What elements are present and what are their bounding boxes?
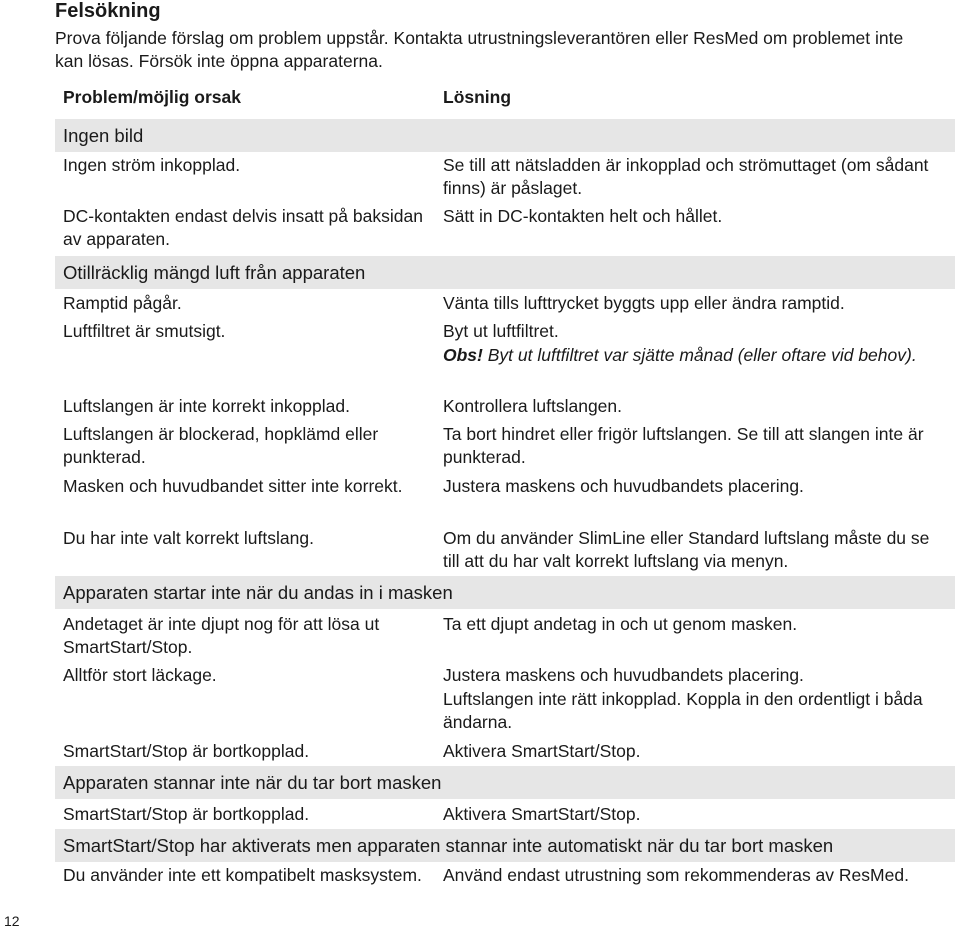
column-header-cause: Problem/möjlig orsak (63, 87, 241, 107)
page-number: 12 (4, 913, 20, 929)
solution-cell: Kontrollera luftslangen. (443, 396, 622, 416)
cause-cell: Alltför stort läckage. (63, 665, 217, 685)
solution-cell: Sätt in DC-kontakten helt och hållet. (443, 206, 723, 226)
column-header-solution: Lösning (443, 87, 512, 107)
section-title: Otillräcklig mängd luft från apparaten (63, 262, 366, 283)
solution-cell: Aktivera SmartStart/Stop. (443, 804, 641, 824)
note-label: Obs! (443, 345, 483, 365)
cause-cell: Luftslangen är blockerad, hopklämd eller punkterad. (63, 424, 379, 467)
section-title: Apparaten startar inte när du andas in i masken (63, 582, 453, 603)
cause-cell: Masken och huvudbandet sitter inte korrekt. (63, 476, 403, 496)
note (443, 344, 943, 367)
cause-cell: Luftslangen är inte korrekt inkopplad. (63, 396, 350, 416)
cause-cell: SmartStart/Stop är bortkopplad. (63, 741, 310, 761)
section-title: SmartStart/Stop har aktiverats men apparaten stannar inte automatiskt när du tar bort masken (63, 835, 834, 856)
cause-cell: DC-kontakten endast delvis insatt på baksidan av apparaten. (63, 206, 423, 249)
solution-cell: Justera maskens och huvudbandets placering. (443, 476, 804, 496)
cause-cell: SmartStart/Stop är bortkopplad. (63, 804, 310, 824)
cause-cell: Du använder inte ett kompatibelt masksystem. (63, 865, 422, 885)
solution-cell: Aktivera SmartStart/Stop. (443, 741, 641, 761)
intro-paragraph: Prova följande förslag om problem uppstår. Kontakta utrustningsleverantören eller ResMed om problemet inte kan lösas. Försök inte öppna apparaterna. (55, 28, 904, 71)
section-band (55, 119, 955, 152)
solution-cell: Luftslangen inte rätt inkopplad. Koppla in den ordentligt i båda ändarna. (443, 689, 923, 732)
page-title: Felsökning (55, 0, 161, 22)
cause-cell: Du har inte valt korrekt luftslang. (63, 528, 314, 548)
note-text: Byt ut luftfiltret var sjätte månad (eller oftare vid behov). (487, 345, 917, 365)
cause-cell: Andetaget är inte djupt nog för att lösa ut SmartStart/Stop. (63, 614, 380, 657)
solution-cell: Ta ett djupt andetag in och ut genom masken. (443, 614, 798, 634)
cause-cell: Ingen ström inkopplad. (63, 155, 241, 175)
cause-cell: Ramptid pågår. (63, 293, 182, 313)
solution-cell: Se till att nätsladden är inkopplad och strömuttaget (om sådant finns) är påslaget. (443, 155, 929, 198)
solution-cell: Vänta tills lufttrycket byggts upp eller ändra ramptid. (443, 293, 845, 313)
solution-cell: Ta bort hindret eller frigör luftslangen. Se till att slangen inte är punkterad. (443, 424, 924, 467)
solution-cell: Justera maskens och huvudbandets placering. (443, 665, 804, 685)
section-title: Apparaten stannar inte när du tar bort masken (63, 772, 442, 793)
solution-cell: Byt ut luftfiltret. (443, 321, 559, 341)
solution-cell: Om du använder SlimLine eller Standard luftslang måste du se till att du har valt korrekt luftslang via menyn. (443, 528, 930, 571)
cause-cell: Luftfiltret är smutsigt. (63, 321, 226, 341)
solution-cell: Använd endast utrustning som rekommenderas av ResMed. (443, 865, 909, 885)
section-title: Ingen bild (63, 125, 144, 146)
